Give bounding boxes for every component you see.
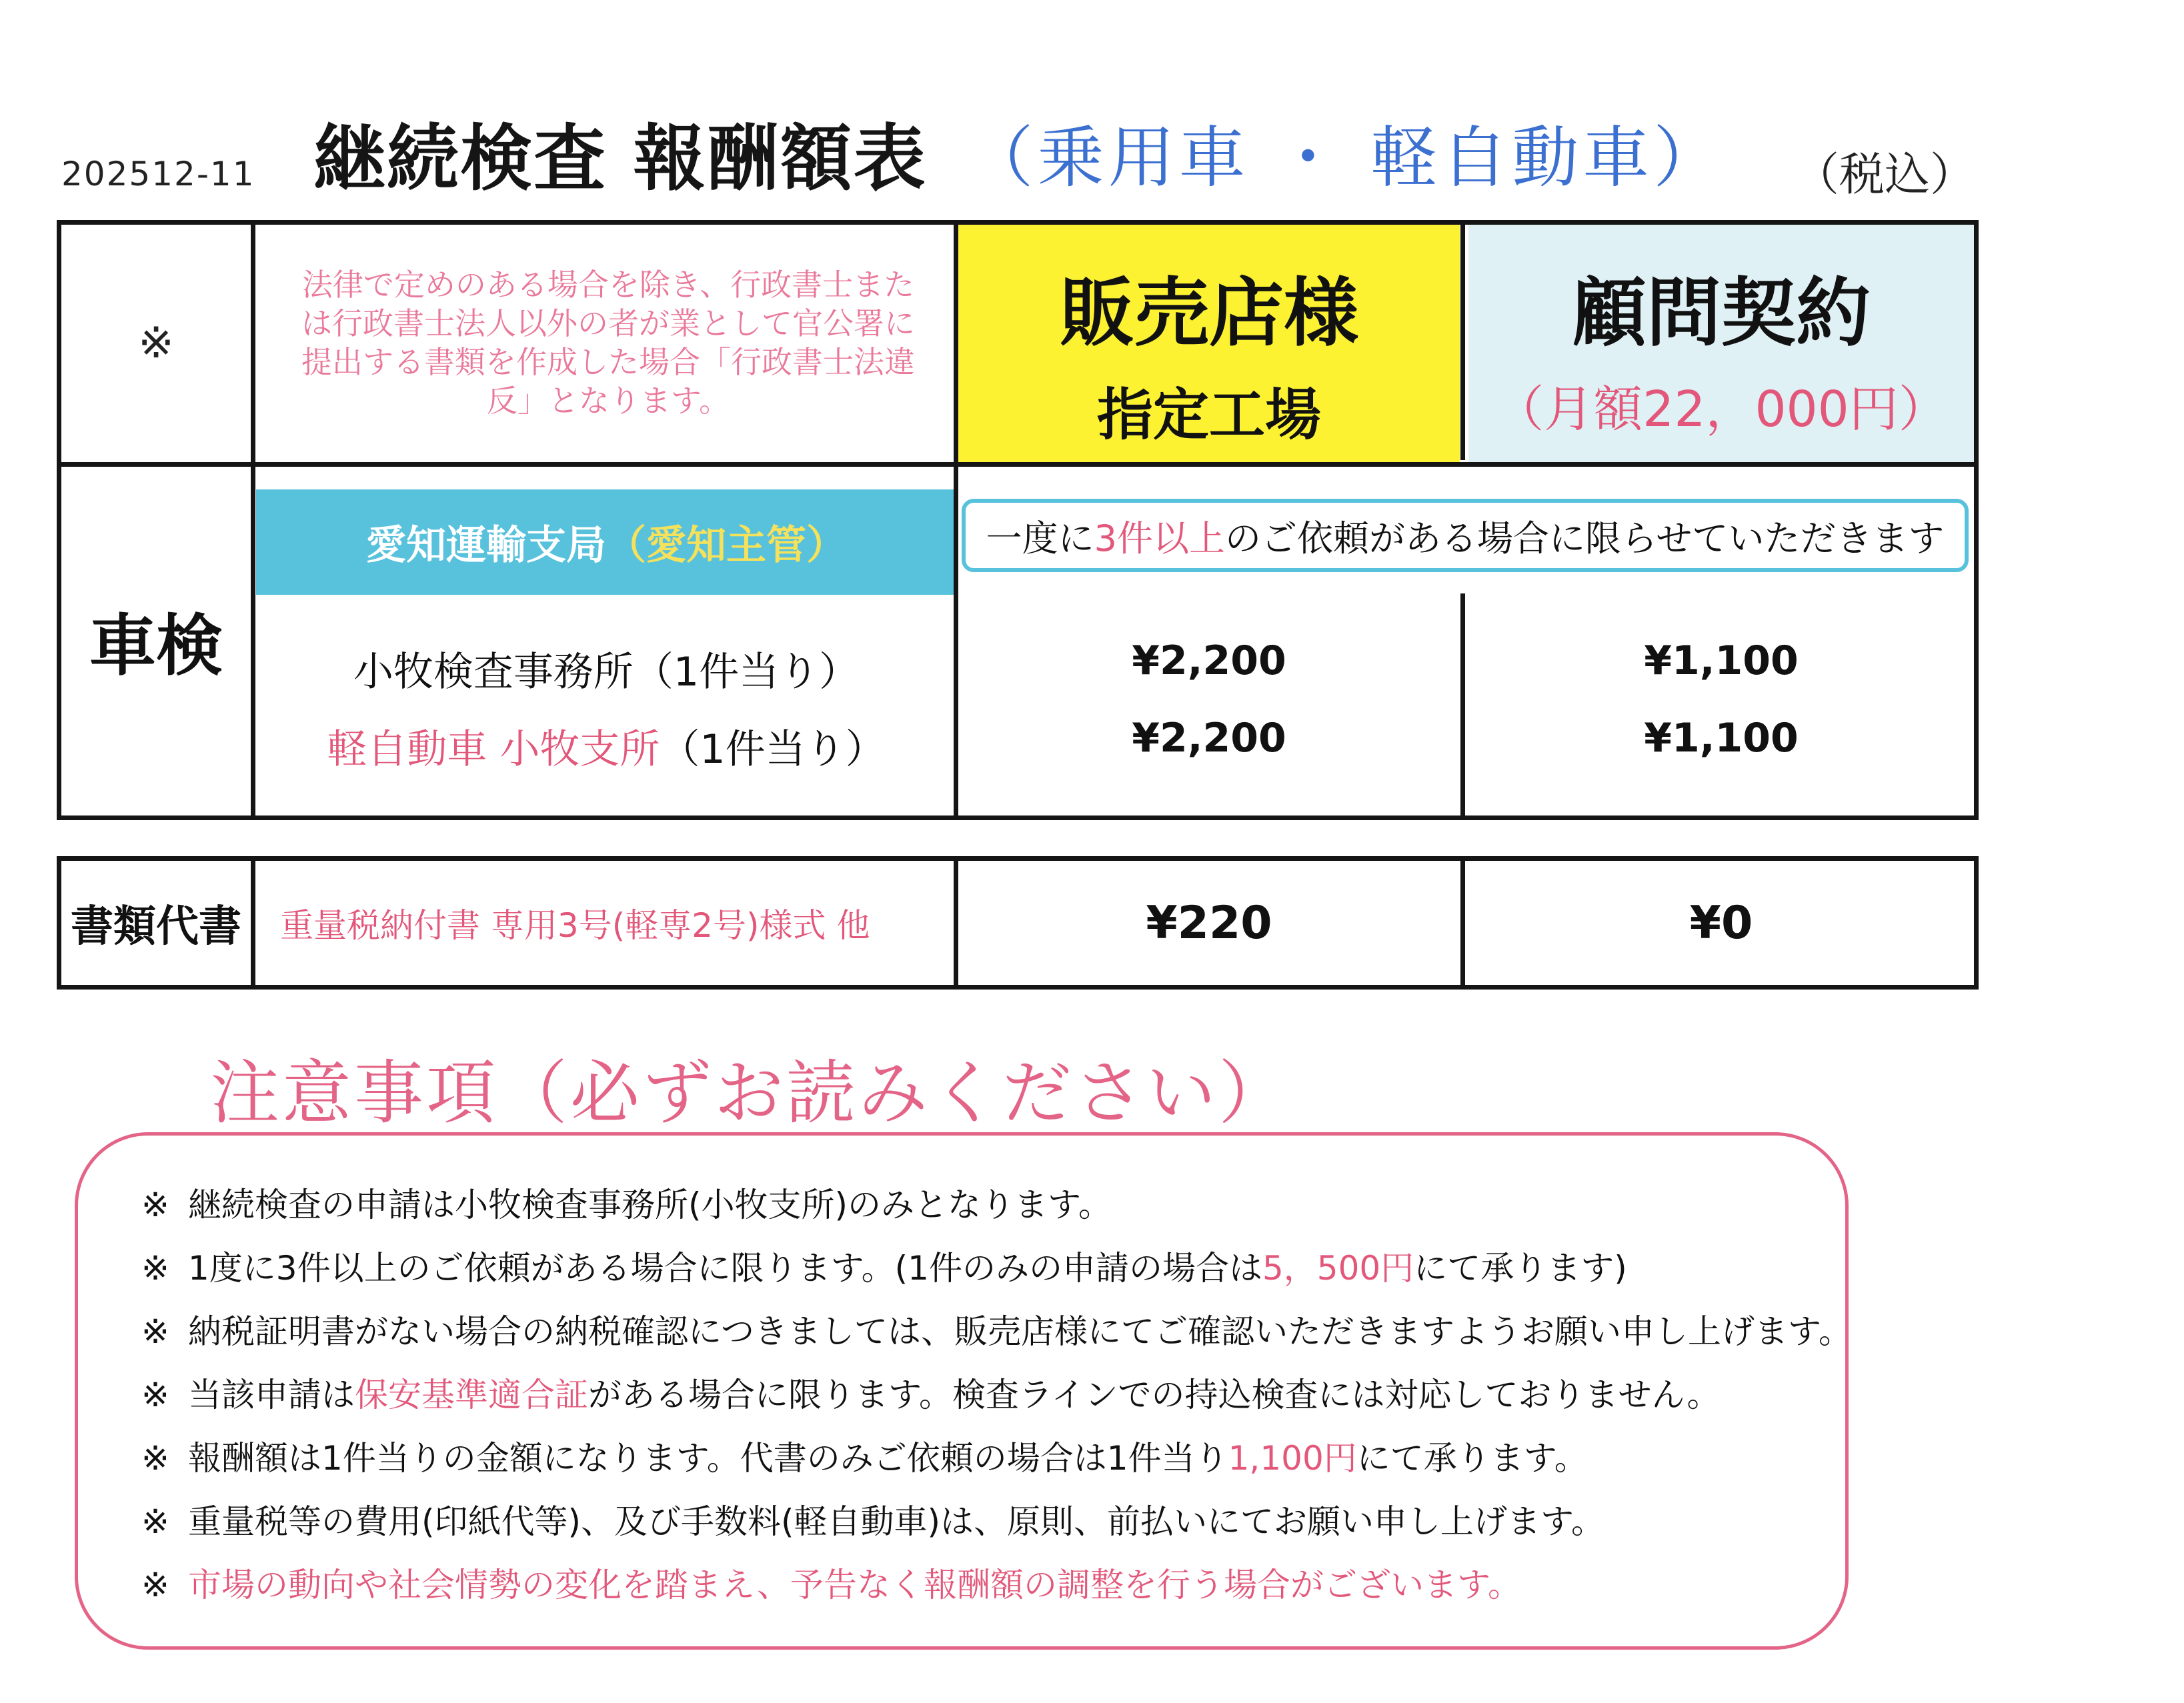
legal-notice-line: 反」となります。 xyxy=(486,383,730,419)
asterisk-mark: ※ xyxy=(138,319,174,368)
note-mark: ※ xyxy=(141,1312,169,1351)
note-item xyxy=(141,1174,1835,1237)
table-divider xyxy=(1460,856,1465,990)
aichi-office-label xyxy=(256,489,956,595)
note-text: にて承ります。 xyxy=(1356,1439,1588,1478)
condition-text: 一度に xyxy=(986,517,1094,559)
note-item xyxy=(141,1490,1835,1554)
note-item xyxy=(141,1237,1835,1300)
note-item xyxy=(141,1427,1835,1490)
notes-list xyxy=(141,1174,1852,1617)
shaken-label: 車検 xyxy=(89,607,223,685)
legal-notice xyxy=(261,265,955,420)
note-mark: ※ xyxy=(141,1439,169,1478)
kei-dealer-price: ¥2,200 xyxy=(1132,715,1286,761)
note-mark: ※ xyxy=(141,1186,169,1224)
kei-office-row-label xyxy=(256,717,956,775)
note-highlight: 保安基準適合証 xyxy=(355,1376,588,1414)
kei-advisor-price: ¥1,100 xyxy=(1644,715,1799,761)
title-row xyxy=(313,105,1724,199)
notes-title: 注意事項（必ずお読みください） xyxy=(209,1052,1290,1134)
note-text: がある場合に限ります。検査ラインでの持込検査には対応しておりません。 xyxy=(588,1376,1721,1414)
document-dealer-price: ¥220 xyxy=(1146,896,1272,950)
note-highlight: 1,100円 xyxy=(1228,1439,1357,1478)
note-text: 市場の動向や社会情勢の変化を踏まえ、予告なく報酬額の調整を行う場合がございます。 xyxy=(188,1566,1521,1604)
komaki-dealer-price: ¥2,200 xyxy=(1132,637,1286,684)
legal-notice-line: は行政書士法人以外の者が業として官公署に xyxy=(301,305,915,341)
note-item xyxy=(141,1554,1835,1617)
note-text: 報酬額は1件当りの金額になります。代書のみご依頼の場合は1件当り xyxy=(188,1439,1228,1478)
note-text: 当該申請は xyxy=(188,1376,355,1414)
table-divider xyxy=(251,856,255,990)
komaki-office-row-label: 小牧検査事務所（1件当り） xyxy=(353,649,860,695)
note-mark: ※ xyxy=(141,1566,169,1604)
condition-notice xyxy=(962,499,1969,572)
legal-notice-line: 提出する書類を作成した場合「行政書士法違 xyxy=(301,344,915,380)
note-text: 1度に3件以上のご依頼がある場合に限ります。(1件のみの申請の場合は xyxy=(188,1249,1262,1288)
komaki-advisor-price: ¥1,100 xyxy=(1644,637,1799,684)
document-drafting-label: 書類代書 xyxy=(71,902,241,952)
tax-included-note: （税込） xyxy=(1794,149,1976,201)
dealer-column-subtitle: 指定工場 xyxy=(1096,382,1321,447)
table-divider xyxy=(1460,220,1465,460)
kei-office-name: 軽自動車 小牧支所 xyxy=(327,726,660,773)
aichi-office-name: 愛知運輸支局 xyxy=(366,522,606,569)
page-subtitle: （乗用車 ・ 軽自動車） xyxy=(966,119,1725,197)
document-drafting-description: 重量税納付書 専用3号(軽専2号)様式 他 xyxy=(280,906,870,945)
note-item xyxy=(141,1364,1835,1427)
page-title: 継続検査 報酬額表 xyxy=(313,117,927,201)
table-divider xyxy=(1460,593,1465,820)
dealer-column-title: 販売店様 xyxy=(1060,270,1358,357)
per-case-note: （1件当り） xyxy=(660,726,886,773)
note-text: 継続検査の申請は小牧検査事務所(小牧支所)のみとなります。 xyxy=(188,1186,1112,1224)
note-text: にて承ります) xyxy=(1414,1249,1627,1288)
condition-highlight: 3件以上 xyxy=(1094,517,1225,559)
note-text: 重量税等の費用(印紙代等)、及び手数料(軽自動車)は、原則、前払いにてお願い申し上げます。 xyxy=(188,1502,1605,1541)
advisor-column-title: 顧問契約 xyxy=(1572,270,1871,357)
note-mark: ※ xyxy=(141,1376,169,1414)
document-advisor-price: ¥0 xyxy=(1689,896,1753,950)
advisor-monthly-fee: （月額22，000円） xyxy=(1494,381,1948,438)
note-text: 納税証明書がない場合の納税確認につきましては、販売店様にてご確認いただきますようお願い申し上げます。 xyxy=(188,1312,1852,1351)
condition-text: のご依頼がある場合に限らせていただきます xyxy=(1224,517,1945,559)
note-highlight: 5，500円 xyxy=(1262,1249,1414,1288)
note-item xyxy=(141,1300,1852,1364)
note-mark: ※ xyxy=(141,1502,169,1541)
document-code: 202512-11 xyxy=(61,155,255,193)
legal-notice-line: 法律で定めのある場合を除き、行政書士また xyxy=(301,267,915,303)
table-divider xyxy=(251,220,255,820)
aichi-office-note: （愛知主管） xyxy=(606,522,846,569)
table-divider xyxy=(954,856,958,990)
note-mark: ※ xyxy=(141,1249,169,1288)
table-divider xyxy=(57,462,1979,467)
